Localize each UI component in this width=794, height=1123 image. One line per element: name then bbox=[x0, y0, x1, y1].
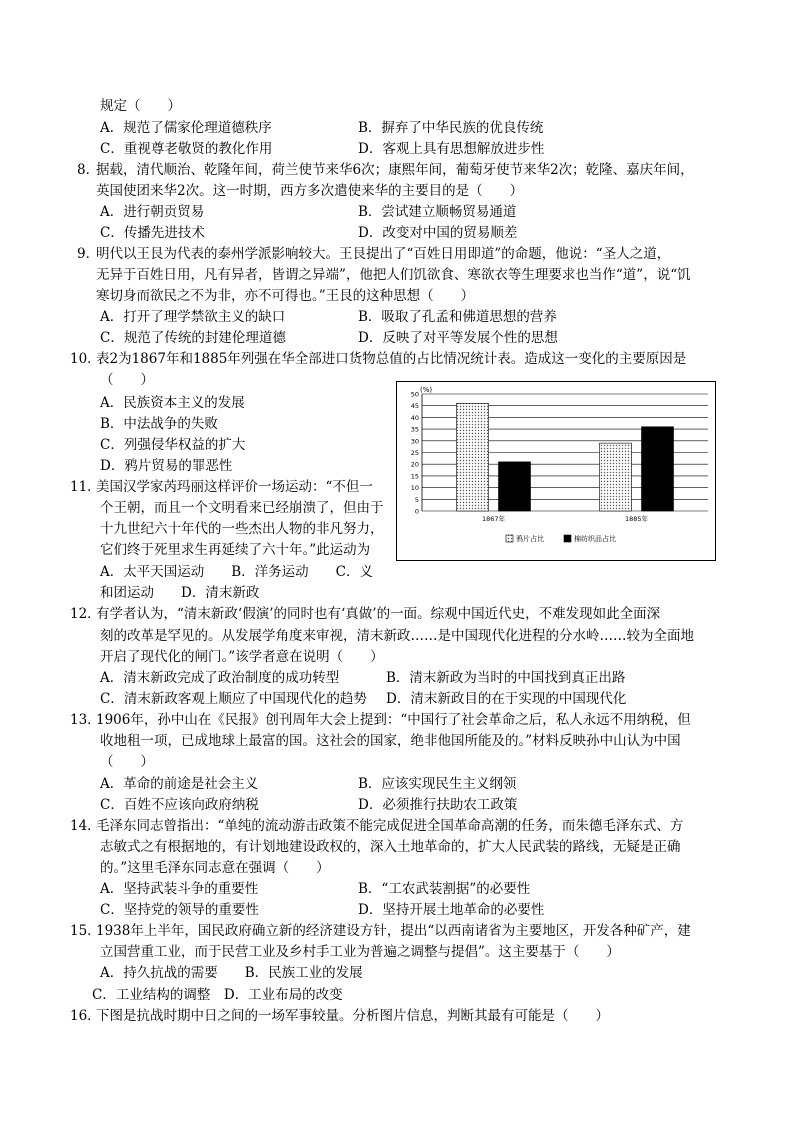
q8-stem-line-2: 英国使团来华2次。这一时期，西方多次遣使来华的主要目的是（ ） bbox=[96, 183, 524, 199]
q14-stem-line-2: 志敏式之有根据地的，有计划地建设政权的，深入土地革命的，扩大人民武装的路线，无疑是正确 bbox=[100, 839, 681, 855]
q11-number: 11． bbox=[70, 479, 101, 495]
y-tick-label: 15 bbox=[410, 472, 419, 481]
q7-option-c: C．重视尊老敬贤的教化作用 bbox=[100, 141, 273, 157]
q13-option-c: C．百姓不应该向政府纳税 bbox=[100, 797, 259, 813]
q12-option-c: C．清末新政客观上顺应了中国现代化的趋势 bbox=[100, 691, 367, 707]
legend-label: 鸦片占比 bbox=[516, 535, 544, 543]
q14-option-c: C．坚持党的领导的重要性 bbox=[100, 902, 259, 918]
q15-number: 15． bbox=[70, 923, 101, 939]
legend-swatch bbox=[564, 535, 571, 542]
legend-label: 棉纺织品占比 bbox=[574, 535, 616, 543]
bar-cotton-0 bbox=[499, 462, 531, 511]
q9-option-d: D．反映了对平等发展个性的思想 bbox=[358, 330, 558, 346]
q13-option-a: A．革命的前途是社会主义 bbox=[100, 776, 259, 792]
y-tick-label: 40 bbox=[410, 413, 419, 422]
q12-stem-line-2: 刻的改革是罕见的。从发展学角度来审视，清末新政……是中国现代化进程的分水岭……较为全面地 bbox=[100, 628, 694, 644]
q11-options-line-1: A．太平天国运动 B．洋务运动 C．义 bbox=[100, 564, 373, 580]
x-tick-label: 1867年 bbox=[481, 515, 506, 523]
q14-stem-line-1: 毛泽东同志曾指出：“单纯的流动游击政策不能完成促进全国革命高潮的任务，而朱德毛泽东式、方 bbox=[96, 818, 684, 834]
q13-stem-line-3: （ ） bbox=[100, 754, 154, 770]
bar-cotton-1 bbox=[642, 427, 674, 511]
chart-y-ticks bbox=[411, 391, 419, 516]
y-tick-label: 45 bbox=[410, 402, 419, 411]
q8-number: 8． bbox=[77, 162, 100, 178]
q9-stem-line-1: 明代以王艮为代表的泰州学派影响较大。王艮提出了“百姓日用即道”的命题，他说：“圣人之道， bbox=[96, 246, 671, 262]
q10-number: 10． bbox=[70, 351, 101, 367]
q10-option-b: B．中法战争的失败 bbox=[100, 416, 218, 432]
q13-stem-line-2: 收地租一项，已成地球上最富的国。这社会的国家，绝非他国所能及的。”材料反映孙中山认为中国 bbox=[100, 733, 681, 749]
q15-options-line-2: C．工业结构的调整 D．工业布局的改变 bbox=[92, 987, 343, 1003]
q7-option-b: B．摒弃了中华民族的优良传统 bbox=[358, 120, 544, 136]
q8-option-a: A．进行朝贡贸易 bbox=[100, 204, 205, 220]
import-share-chart bbox=[396, 381, 716, 561]
q11-stem-line-1: 美国汉学家芮玛丽这样评价一场运动：“不但一 bbox=[96, 479, 373, 495]
q12-option-d: D．清末新政目的在于实现的中国现代化 bbox=[386, 691, 627, 707]
q14-option-d: D．坚持开展土地革命的必要性 bbox=[358, 902, 545, 918]
q12-option-a: A．清末新政完成了政治制度的成功转型 bbox=[100, 670, 340, 686]
q14-stem-line-3: 的。”这里毛泽东同志意在强调（ ） bbox=[100, 860, 330, 876]
q13-option-d: D．必须推行扶助农工政策 bbox=[358, 797, 518, 813]
q13-option-b: B．应该实现民生主义纲领 bbox=[358, 776, 517, 792]
q9-stem-line-2: 无异于百姓日用，凡有异者，皆谓之异端”，他把人们饥欲食、寒欲衣等生理要求也当作“道”，说“饥 bbox=[96, 267, 691, 283]
q8-option-d: D．改变对中国的贸易顺差 bbox=[358, 225, 518, 241]
q15-options-line-1: A．持久抗战的需要 B．民族工业的发展 bbox=[100, 965, 363, 981]
q11-options-line-2: 和团运动 D．清末新政 bbox=[100, 585, 260, 601]
q8-option-c: C．传播先进技术 bbox=[100, 225, 205, 241]
q11-stem-line-3: 十九世纪六十年代的一些杰出人物的非凡努力， bbox=[100, 521, 384, 537]
y-tick-label: 25 bbox=[410, 449, 419, 457]
q15-stem-line-2: 立国营重工业，而于民营工业及乡村手工业为普遍之调整与提倡”。这主要基于（ ） bbox=[100, 944, 620, 960]
q16-stem: 下图是抗战时期中日之间的一场军事较量。分析图片信息，判断其最有可能是（ ） bbox=[96, 1008, 609, 1024]
q12-number: 12． bbox=[70, 606, 101, 622]
q9-option-c: C．规范了传统的封建伦理道德 bbox=[100, 330, 286, 346]
chart-x-labels bbox=[482, 514, 649, 523]
legend-swatch bbox=[506, 535, 513, 542]
q13-stem-line-1: 1906年，孙中山在《民报》创刊周年大会上提到：“中国行了社会革命之后，私人永远不用纳税，但 bbox=[96, 712, 691, 728]
q9-stem-line-3: 寒切身而欲民之不为非，亦不可得也。”王艮的这种思想（ ） bbox=[96, 288, 475, 304]
bar-opium-0 bbox=[457, 403, 489, 511]
q14-option-b: B．“工农武装割据”的必要性 bbox=[358, 881, 531, 897]
q12-option-b: B．清末新政为当时的中国找到真正出路 bbox=[386, 670, 626, 686]
q10-stem-line-1: 表2为1867年和1885年列强在华全部进口货物总值的占比情况统计表。造成这一变化的主要原因是 bbox=[96, 351, 687, 367]
q7-option-d: D．客观上具有思想解放进步性 bbox=[358, 141, 545, 157]
q15-stem-line-1: 1938年上半年，国民政府确立新的经济建设方针，提出“以西南诸省为主要地区，开发各种矿产，建 bbox=[96, 923, 691, 939]
q10-option-a: A．民族资本主义的发展 bbox=[100, 395, 245, 411]
q12-stem-line-1: 有学者认为，“清末新政‘假演’的同时也有‘真做’的一面。综观中国近代史，不难发现如此全面深 bbox=[96, 606, 661, 622]
q14-option-a: A．坚持武装斗争的重要性 bbox=[100, 881, 259, 897]
q16-number: 16． bbox=[70, 1008, 101, 1024]
q11-stem-line-4: 它们终于死里求生再延续了六十年。”此运动为 bbox=[100, 542, 371, 558]
chart-svg bbox=[396, 381, 716, 561]
chart-legend bbox=[506, 534, 616, 543]
q8-option-b: B．尝试建立顺畅贸易通道 bbox=[358, 204, 517, 220]
q11-stem-line-2: 个王朝，而且一个文明看来已经崩溃了，但由于 bbox=[100, 500, 384, 516]
q12-stem-line-3: 开启了现代化的闸门。”该学者意在说明（ ） bbox=[100, 649, 384, 665]
y-tick-label: 10 bbox=[410, 484, 419, 493]
q7-option-a: A．规范了儒家伦理道德秩序 bbox=[100, 120, 272, 136]
chart-bars bbox=[457, 403, 674, 511]
y-tick-label: 50 bbox=[410, 390, 419, 399]
y-tick-label: 20 bbox=[410, 460, 419, 469]
chart-unit-label: (%) bbox=[420, 386, 433, 394]
q9-option-a: A．打开了理学禁欲主义的缺口 bbox=[100, 309, 286, 325]
y-tick-label: 30 bbox=[410, 437, 419, 446]
y-tick-label: 5 bbox=[414, 495, 419, 504]
q10-option-c: C．列强侵华权益的扩大 bbox=[100, 437, 246, 453]
x-tick-label: 1885年 bbox=[624, 515, 649, 523]
q8-stem-line-1: 据载，清代顺治、乾隆年间，荷兰使节来华6次；康熙年间，葡萄牙使节来华2次；乾隆、嘉庆年间， bbox=[96, 162, 694, 178]
q10-stem-line-2: （ ） bbox=[100, 372, 154, 388]
q9-number: 9． bbox=[77, 246, 100, 262]
bar-opium-1 bbox=[600, 443, 632, 511]
q10-option-d: D．鸦片贸易的罪恶性 bbox=[100, 458, 233, 474]
q14-number: 14． bbox=[70, 818, 101, 834]
q13-number: 13． bbox=[70, 712, 101, 728]
q7-stem-tail: 规定（ ） bbox=[100, 98, 181, 114]
y-tick-label: 0 bbox=[414, 507, 419, 516]
q9-option-b: B．吸取了孔孟和佛道思想的营养 bbox=[358, 309, 557, 325]
y-tick-label: 35 bbox=[410, 425, 419, 434]
